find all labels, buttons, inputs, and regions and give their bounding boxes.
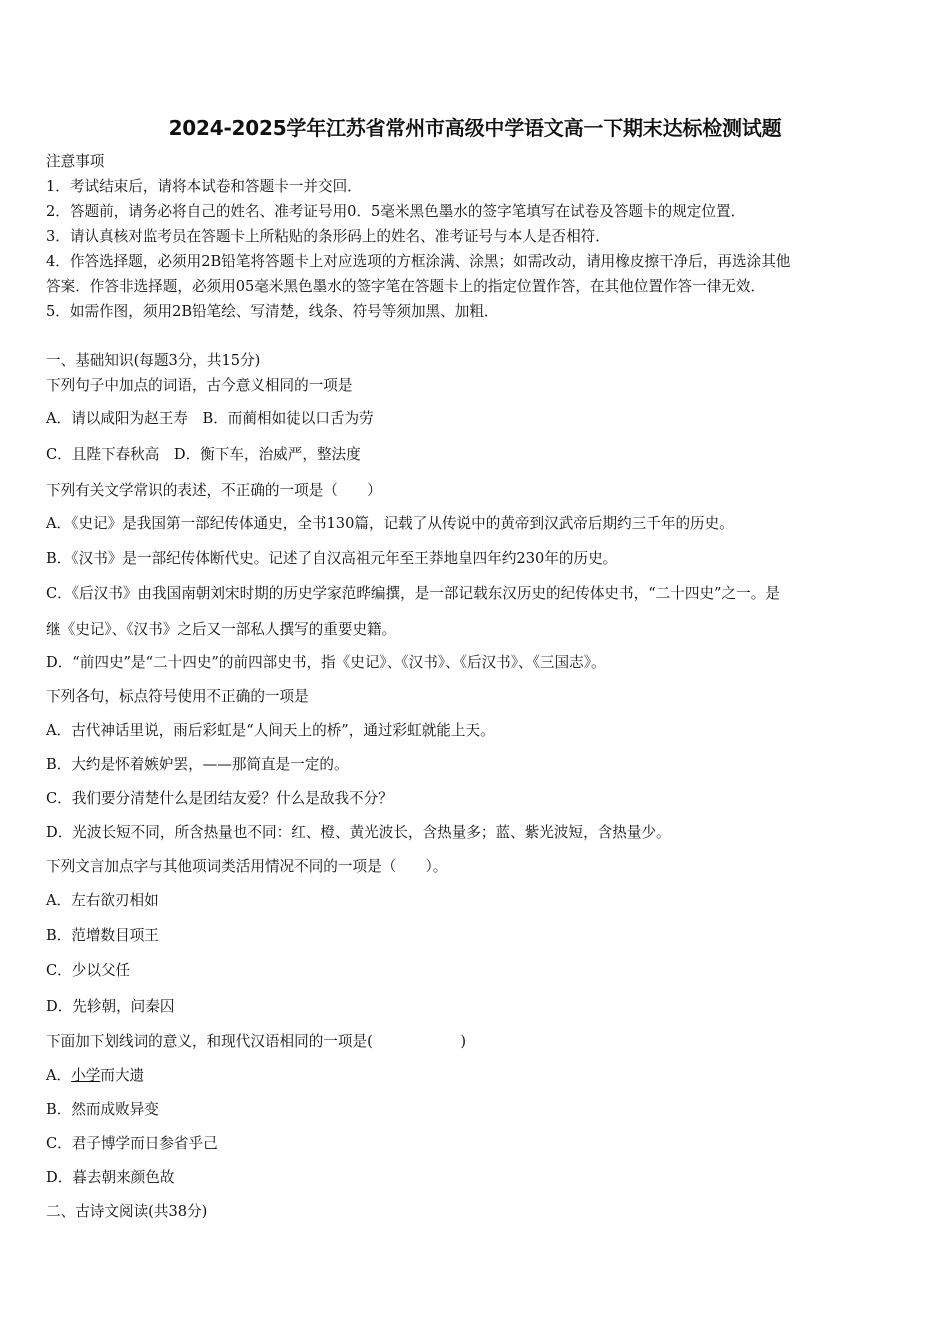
option-d: D．“前四史”是“二十四史”的前四部史书，指《史记》、《汉书》、《后汉书》、《三国志》。	[46, 654, 606, 671]
notice-item: 3．请认真核对监考员在答题卡上所粘贴的条形码上的姓名、准考证号与本人是否相符．	[46, 228, 610, 245]
notice-item: 4．作答选择题，必须用2B铅笔将答题卡上对应选项的方框涂满、涂黑；如需改动，请用橡皮擦干净后，再选涂其他	[46, 253, 791, 270]
option-a: A．左右欲刃相如	[46, 892, 159, 909]
option-d: D．光波长短不同，所含热量也不同：红、橙、黄光波长，含热量多；蓝、紫光波短，含热量少。	[46, 824, 671, 841]
option-a: A．《史记》是我国第一部纪传体通史，全书130篇，记载了从传说中的黄帝到汉武帝后期约三千年的历史。	[46, 515, 734, 532]
option-b: B．《汉书》是一部纪传体断代史。记述了自汉高祖元年至王莽地皇四年约230年的历史。	[46, 550, 618, 567]
page-title: 2024-2025学年江苏省常州市高级中学语文高一下期末达标检测试题	[168, 116, 782, 140]
underlined-word: 小学	[71, 1067, 101, 1084]
notice-heading: 注意事项	[46, 153, 105, 170]
question-stem: 下列有关文学常识的表述，不正确的一项是（ ）	[46, 482, 382, 499]
option-a: A．古代神话里说，雨后彩虹是“人间天上的桥”，通过彩虹就能上天。	[46, 722, 495, 739]
option-c: C．我们要分清楚什么是团结友爱？什么是敌我不分？	[46, 790, 393, 807]
question-stem: 下面加下划线词的意义，和现代汉语相同的一项是( )	[46, 1033, 467, 1050]
option-b: B．大约是怀着嫉妒罢，——那简直是一定的。	[46, 756, 349, 773]
option-d: D．暮去朝来颜色故	[46, 1169, 175, 1186]
question-stem: 下列句子中加点的词语，古今意义相同的一项是	[46, 377, 353, 394]
option-line: C．且陛下春秋高 D．衡下车，治威严，整法度	[46, 446, 361, 463]
option-a-prefix: A．	[46, 1067, 72, 1084]
option-d: D．先轸朝，问秦囚	[46, 998, 175, 1015]
notice-item: 1．考试结束后，请将本试卷和答题卡一并交回．	[46, 178, 362, 195]
question-stem: 下列文言加点字与其他项词类活用情况不同的一项是（ ）。	[46, 858, 448, 875]
option-b: B．然而成败异变	[46, 1101, 159, 1118]
notice-item: 答案．作答非选择题，必须用05毫米黑色墨水的签字笔在答题卡上的指定位置作答，在其他位置作答一律无效．	[46, 278, 766, 295]
notice-item: 5．如需作图，须用2B铅笔绘、写清楚，线条、符号等须加黑、加粗．	[46, 303, 499, 320]
section-heading: 一、基础知识(每题3分，共15分)	[46, 352, 261, 369]
option-a	[46, 1066, 144, 1086]
option-b: B．范增数目项王	[46, 927, 159, 944]
option-line: A．请以咸阳为赵王寿 B．而蔺相如徒以口舌为劳	[46, 410, 374, 427]
option-c: C．《后汉书》由我国南朝刘宋时期的历史学家范晔编撰，是一部记载东汉历史的纪传体史书，“二十四史”之一。是	[46, 585, 780, 602]
option-c: C．少以父任	[46, 962, 131, 979]
option-c: C．君子博学而日参省乎己	[46, 1135, 218, 1152]
option-a-rest: 而大遗	[100, 1067, 145, 1084]
option-c-continued: 继《史记》、《汉书》之后又一部私人撰写的重要史籍。	[46, 621, 397, 638]
section-heading: 二、古诗文阅读(共38分)	[46, 1203, 208, 1220]
notice-item: 2．答题前，请务必将自己的姓名、准考证号用0．5毫米黑色墨水的签字笔填写在试卷及答题卡的规定位置．	[46, 203, 746, 220]
question-stem: 下列各句，标点符号使用不正确的一项是	[46, 688, 309, 705]
